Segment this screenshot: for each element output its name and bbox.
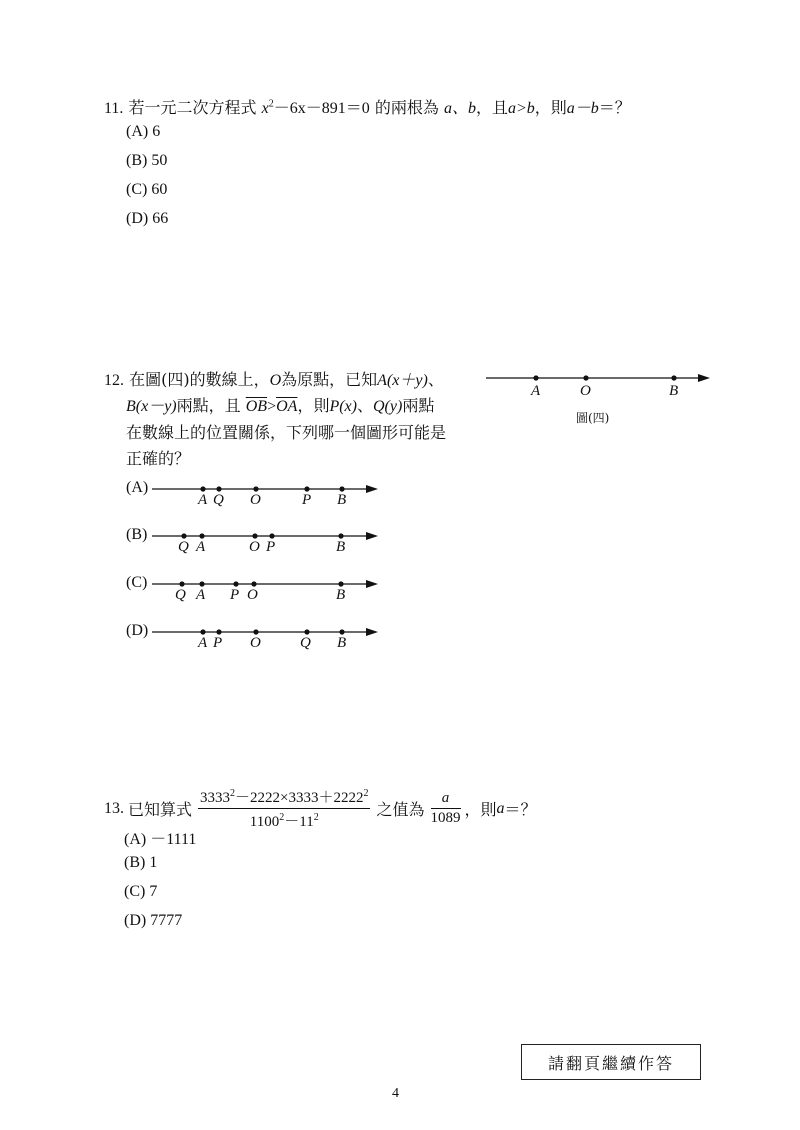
q11-stem <box>104 95 631 118</box>
option-b-label-o: O <box>249 539 260 555</box>
option-c-dot-o <box>251 581 256 586</box>
q13-result-num: a <box>431 790 461 809</box>
q13-num-a-exp: 2 <box>230 788 236 799</box>
option-a-dot-o <box>253 486 258 491</box>
q12-line1-a: A(x＋y) <box>377 372 428 389</box>
option-d-dot-p <box>216 629 221 634</box>
q11-stem-end: ＝？ <box>598 98 631 117</box>
option-b-dot-a <box>199 533 204 538</box>
figure4-dot-a <box>533 375 538 380</box>
option-d-dot-o <box>253 629 258 634</box>
option-c-label-p: P <box>230 587 240 603</box>
figure4-dot-b <box>671 375 676 380</box>
q13-den-a-exp: 2 <box>279 812 285 823</box>
q12-number: 12. <box>104 372 124 389</box>
q11-stem-then: ，則 <box>534 98 567 117</box>
option-b-dot-b <box>338 533 343 538</box>
q12-stem-line3: 在數線上的位置關係，下列哪一個圖形可能是 <box>126 423 447 442</box>
q11-option-c: (C) 60 <box>126 181 168 198</box>
q12-option-c-label: (C) <box>126 574 148 591</box>
q11-option-d: (D) 66 <box>126 210 169 227</box>
q12-stem-line1 <box>104 367 444 390</box>
q13-option-a: (A) －1111 <box>124 831 197 848</box>
option-a-dot-b <box>339 486 344 491</box>
q12-stem-line4: 正確的？ <box>126 449 191 468</box>
q13-stem-pre: 已知算式 <box>128 800 193 819</box>
q12-option-a-label: (A) <box>126 479 149 496</box>
option-b-label-b: B <box>336 539 346 555</box>
option-b-dot-q <box>181 533 186 538</box>
q12-seg-ob: $\overline{OB}$ <box>245 398 268 415</box>
option-d-label-q: Q <box>300 635 311 651</box>
option-c-label-b: B <box>336 587 346 603</box>
figure4-label-a: A <box>531 383 541 399</box>
figure4-label-b: B <box>669 383 679 399</box>
q12-gt: > <box>267 398 277 415</box>
option-b-label-a: A <box>196 539 206 555</box>
q11-eq-rest: －6x－891＝0 <box>273 100 370 117</box>
q11-stem-mid: 的兩根為 <box>374 98 439 117</box>
option-b-label-q: Q <box>178 539 189 555</box>
q12-option-c-line <box>152 575 380 595</box>
option-c-label-a: A <box>196 587 206 603</box>
q11-stem-cond: ，且 <box>475 98 508 117</box>
q11-eq-var: x <box>261 100 269 117</box>
q12-line1-o: O <box>269 372 282 389</box>
q13-den-a: 1100 <box>249 814 280 830</box>
option-c-dot-q <box>179 581 184 586</box>
q13-stem-end: ＝？ <box>504 800 537 819</box>
q11-eq-exp: 2 <box>268 98 274 110</box>
q13-num-b-exp: 2 <box>363 788 369 799</box>
q12-seg-oa: $\overline{OA}$ <box>276 398 298 415</box>
q11-roots: a、b <box>443 100 476 117</box>
option-b-dot-o <box>252 533 257 538</box>
option-d-dot-q <box>304 629 309 634</box>
option-a-dot-q <box>216 486 221 491</box>
figure4-arrow <box>698 374 710 382</box>
q12-stem-line2 <box>126 393 434 416</box>
option-c-label-q: Q <box>175 587 186 603</box>
option-a-label-p: P <box>302 492 312 508</box>
q11-stem-pre: 若一元二次方程式 <box>128 98 257 117</box>
q13-stem-mid: 之值為 <box>376 800 425 819</box>
option-d-label-b: B <box>337 635 347 651</box>
continue-label: 請翻頁繼續作答 <box>547 1053 674 1073</box>
option-d-dot-b <box>339 629 344 634</box>
q11-option-b: (B) 50 <box>126 152 168 169</box>
option-d-label-a: A <box>198 635 208 651</box>
page-number: 4 <box>392 1086 399 1101</box>
q13-result-fraction <box>431 790 461 827</box>
q13-ask: a <box>496 799 505 817</box>
q12-line2-then: ，則 <box>297 396 330 415</box>
option-d-arrow <box>366 628 378 636</box>
option-a-dot-a <box>200 486 205 491</box>
figure4-caption: 圖(四) <box>576 411 610 425</box>
option-c-label-o: O <box>247 587 258 603</box>
q12-line1-end: 、 <box>427 370 444 389</box>
q13-result-den: 1089 <box>430 810 461 826</box>
option-c-dot-p <box>233 581 238 586</box>
q13-den-mid: －11 <box>284 814 314 830</box>
option-a-dot-p <box>304 486 309 491</box>
option-b-label-p: P <box>266 539 276 555</box>
option-c-arrow <box>366 580 378 588</box>
q13-den-b-exp: 2 <box>313 812 319 823</box>
q11-cond: a>b <box>507 100 535 117</box>
option-a-arrow <box>366 485 378 493</box>
q13-stem <box>104 786 537 831</box>
q13-option-c: (C) 7 <box>124 883 158 900</box>
q13-option-b: (B) 1 <box>124 854 158 871</box>
figure4-dot-o <box>583 375 588 380</box>
option-a-label-q: Q <box>213 492 224 508</box>
option-d-label-o: O <box>250 635 261 651</box>
q12-line2-p: P(x) <box>329 398 357 415</box>
option-a-label-b: B <box>337 492 347 508</box>
option-d-label-p: P <box>213 635 223 651</box>
q13-denominator <box>198 809 370 831</box>
option-b-dot-p <box>269 533 274 538</box>
option-c-dot-b <box>338 581 343 586</box>
q12-option-b-label: (B) <box>126 526 148 543</box>
option-a-label-o: O <box>250 492 261 508</box>
q11-number: 11. <box>104 100 124 117</box>
q13-stem-then: ，則 <box>464 800 497 819</box>
q12-line2-q: Q(y) <box>373 398 403 415</box>
q12-line2-end: 兩點 <box>402 396 435 415</box>
q13-num-mid: －2222×3333＋2222 <box>235 790 364 806</box>
q12-sep: 、 <box>356 396 373 415</box>
q12-line2-b: B(x－y) <box>126 398 177 415</box>
option-c-dot-a <box>199 581 204 586</box>
option-d-dot-a <box>200 629 205 634</box>
q13-main-fraction <box>198 786 370 831</box>
option-b-arrow <box>366 532 378 540</box>
q12-line1-mid: 為原點，已知 <box>281 370 378 389</box>
continue-box <box>521 1044 701 1080</box>
q11-ask: a－b <box>566 100 599 117</box>
q13-numerator <box>198 786 370 809</box>
q12-line1-pre: 在圖(四)的數線上， <box>129 370 270 389</box>
q13-option-d: (D) 7777 <box>124 912 183 929</box>
q13-num-a: 3333 <box>200 790 231 806</box>
option-a-label-a: A <box>198 492 208 508</box>
q13-number: 13. <box>104 799 124 817</box>
q12-line2-mid: 兩點，且 <box>176 396 241 415</box>
figure4-label-o: O <box>580 383 591 399</box>
q11-option-a: (A) 6 <box>126 123 161 140</box>
q12-option-d-label: (D) <box>126 622 149 639</box>
